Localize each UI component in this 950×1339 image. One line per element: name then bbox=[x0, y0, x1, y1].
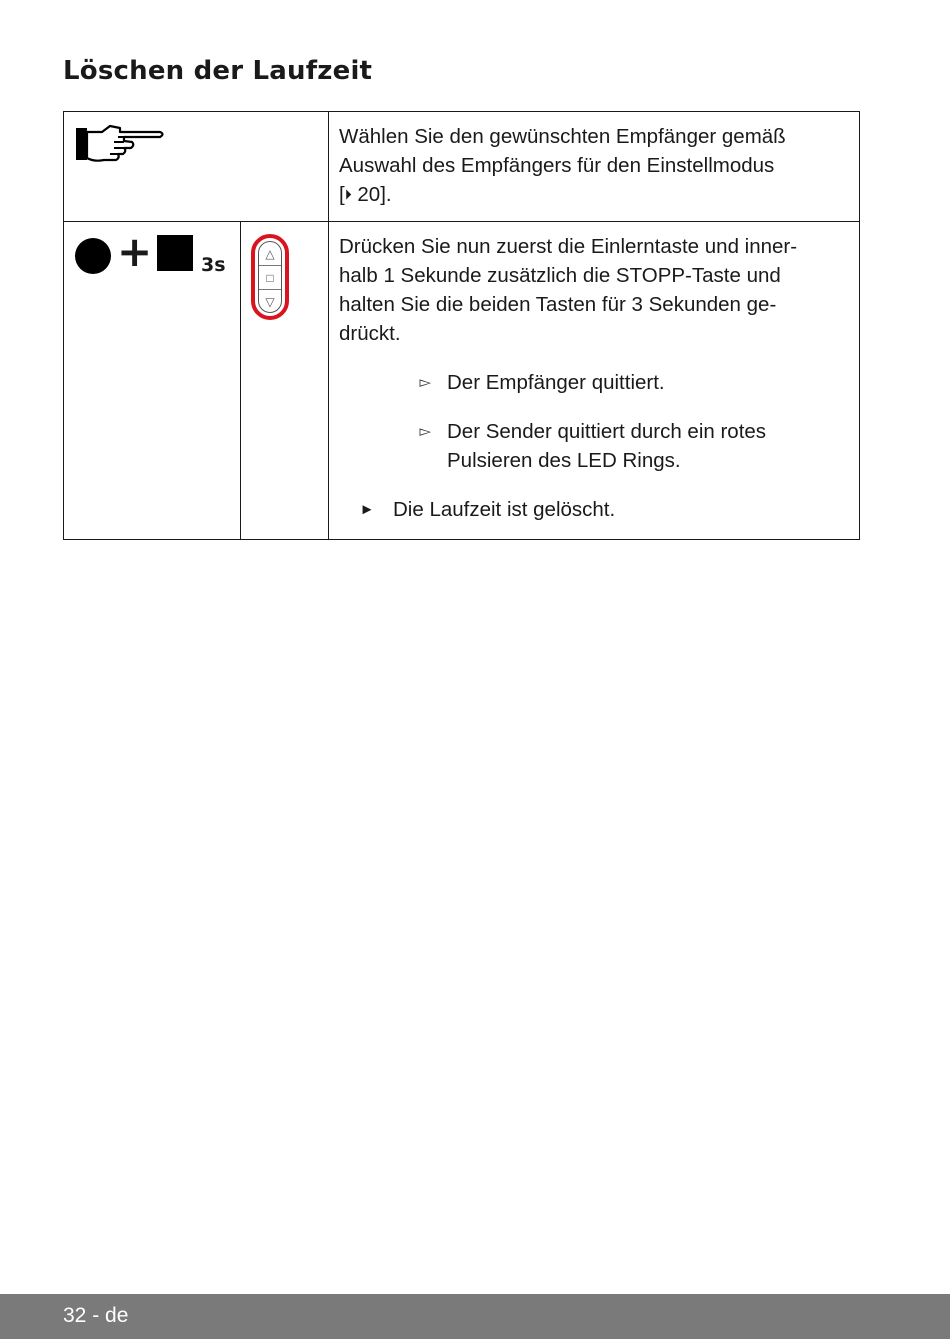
down-arrow-icon: ▽ bbox=[265, 295, 275, 309]
text-line: drückt. bbox=[339, 322, 401, 345]
text-line: halb 1 Sekunde zusätzlich die STOPP-Taste und bbox=[339, 264, 781, 287]
page-reference-link[interactable]: 20]. bbox=[357, 183, 392, 206]
text-line: Pulsieren des LED Rings. bbox=[447, 449, 681, 472]
learn-button-circle-icon bbox=[75, 238, 111, 274]
button-combo bbox=[64, 222, 240, 292]
result-item bbox=[339, 368, 849, 397]
page-footer bbox=[0, 1294, 950, 1339]
button-combo-cell bbox=[64, 222, 241, 540]
result-arrow-icon: ▻ bbox=[419, 423, 431, 440]
result-text bbox=[447, 417, 849, 475]
remote-control-icon bbox=[251, 234, 289, 320]
text-line: Drücken Sie nun zuerst die Einlerntaste und inner- bbox=[339, 235, 798, 258]
remote-buttons bbox=[258, 241, 282, 313]
step-text-cell bbox=[329, 112, 860, 222]
select-receiver-text bbox=[339, 122, 849, 209]
remote-cell bbox=[241, 222, 329, 540]
text-line: Wählen Sie den gewünschten Empfänger gemäß bbox=[339, 125, 786, 148]
step-text-cell bbox=[329, 222, 860, 540]
ref-bracket: [ bbox=[339, 183, 345, 206]
pointing-hand-icon bbox=[74, 122, 166, 170]
final-result-text: Die Laufzeit ist gelöscht. bbox=[393, 498, 616, 521]
result-text: Der Empfänger quittiert. bbox=[447, 371, 665, 394]
result-arrow-icon: ▻ bbox=[419, 374, 431, 391]
step-row-select-receiver bbox=[64, 112, 860, 222]
text-line: Auswahl des Empfängers für den Einstellmodus bbox=[339, 154, 775, 177]
stop-icon: □ bbox=[266, 271, 274, 285]
instruction-text bbox=[339, 232, 849, 348]
final-result bbox=[339, 495, 849, 524]
reference-arrow-icon: ⏵ bbox=[344, 186, 352, 202]
text-line: halten Sie die beiden Tasten für 3 Sekunden ge- bbox=[339, 293, 777, 316]
page-title: Löschen der Laufzeit bbox=[63, 56, 373, 86]
result-item bbox=[339, 417, 849, 475]
instruction-table bbox=[63, 111, 860, 540]
step-icon-cell bbox=[64, 112, 329, 222]
page-number: 32 - de bbox=[63, 1304, 129, 1327]
final-result-arrow-icon: ► bbox=[359, 501, 375, 518]
plus-icon: + bbox=[117, 227, 153, 276]
step-row-clear-runtime bbox=[64, 222, 860, 540]
hold-duration-label: 3s bbox=[201, 254, 226, 276]
stop-button-square-icon bbox=[157, 235, 193, 271]
up-arrow-icon: △ bbox=[265, 247, 275, 261]
text-line: Der Sender quittiert durch ein rotes bbox=[447, 420, 767, 443]
